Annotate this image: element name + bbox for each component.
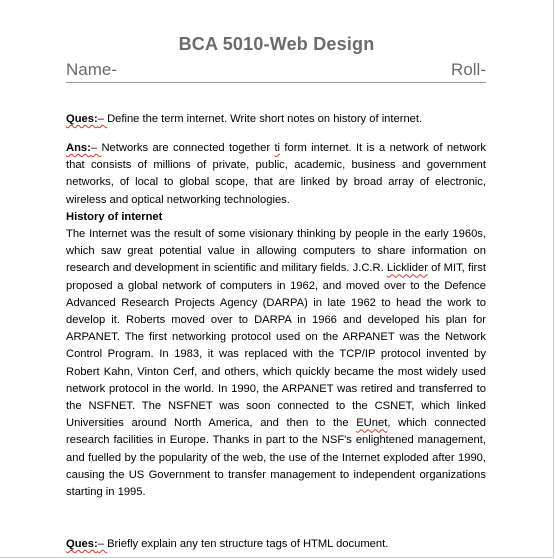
- history-heading: History of internet: [66, 210, 163, 223]
- history-text-a: The Internet was the result of some visionary thinking by people in the early 1960s, which saw great potential value in allowing computers to share information on research and development in scientific and military fields. J.C.R.: [66, 228, 486, 275]
- answer-1: [66, 140, 486, 501]
- answer-1-text-b: form internet. It is a network of network that consists of millions of private, public, academic, business and government networks, of local to global scope, that are linked by broad array of electronic, wireless and optical networking technologies.: [66, 142, 486, 206]
- answer-1-misspelled-word: ti: [274, 142, 281, 154]
- answer-1-text-a: Networks are connected together: [101, 142, 275, 154]
- question-1-label: Ques:: [66, 113, 98, 125]
- question-1-dash: –: [97, 113, 108, 125]
- document-title: BCA 5010-Web Design: [178, 34, 375, 54]
- question-1-text: Define the term internet. Write short notes on history of internet.: [107, 113, 423, 125]
- history-misspelled-eunet: EUnet: [356, 417, 388, 430]
- history-text-b: of MIT, first proposed a global network of computers in 1962, and moved over to the Defence Advanced Research Projects Agency (DARPA) in late 1962 to head the work to develop it. Roberts moved over to DARPA in 1966 and developed his plan for ARPANET. The first networking protocol used on the ARPANET was the Network Control Program. In 1983, it was replaced with the TCP/IP protocol invented by Robert Kahn, Vinton Cerf, and others, which quickly became the most widely used network protocol in the world. In 1990, the ARPANET was retired and transferred to the NSFNET. The NSFNET was soon connected to the CSNET, which linked Universities around North America, and then to the: [66, 262, 486, 430]
- question-1: [66, 111, 486, 128]
- question-2-dash: –: [97, 538, 108, 550]
- question-2-text: Briefly explain any ten structure tags of HTML document.: [107, 538, 389, 550]
- history-misspelled-licklider: Licklider: [386, 262, 428, 275]
- name-label: Name-: [66, 60, 118, 79]
- answer-1-dash: –: [90, 142, 102, 154]
- history-text-c: , which connected research facilities in Europe. Thanks in part to the NSF's enlightened management, and fuelled by the popularity of the web, the use of the Internet exploded after 1990, causing the US Government to transfer management to independent organizations starting in 1995.: [66, 417, 486, 499]
- question-2-label: Ques:: [66, 538, 98, 550]
- roll-label: Roll-: [451, 60, 486, 79]
- question-2: [66, 536, 486, 553]
- answer-1-label: Ans:: [66, 142, 91, 154]
- name-roll-row: [66, 60, 486, 83]
